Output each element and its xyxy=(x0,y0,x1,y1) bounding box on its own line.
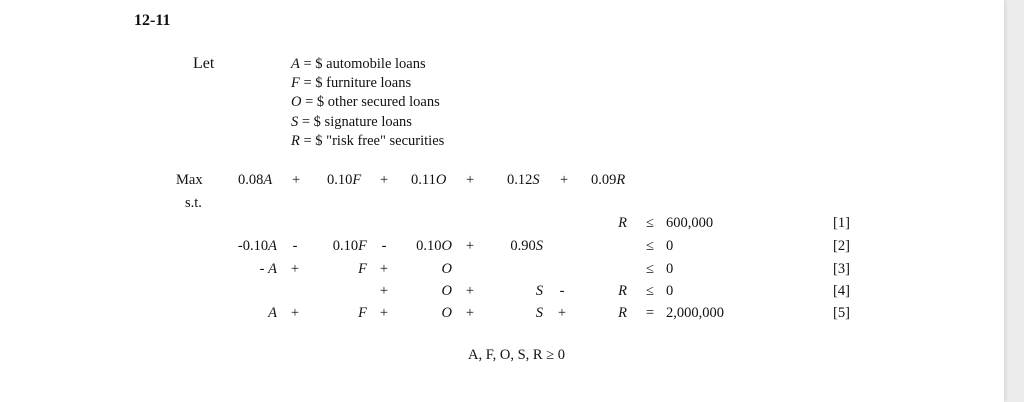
constraint-2-A: -0.10A xyxy=(237,238,277,254)
objective-term-r: 0.09R xyxy=(591,172,626,188)
constraint-5-O: O xyxy=(441,305,452,321)
definition-s: S = $ signature loans xyxy=(291,114,412,130)
constraint-4-R: R xyxy=(618,283,627,299)
constraint-5-op1: + xyxy=(290,305,300,321)
constraint-3-O: O xyxy=(441,261,452,277)
objective-term-a: 0.08A xyxy=(238,172,273,188)
constraint-5-op3: + xyxy=(465,305,475,321)
constraint-2-O: 0.10O xyxy=(416,238,452,254)
constraint-3-F: F xyxy=(358,261,367,277)
constraint-4-op3: + xyxy=(465,283,475,299)
constraint-1-rel: ≤ xyxy=(646,215,654,231)
constraint-4-rhs: 0 xyxy=(666,283,674,299)
problem-number: 12-11 xyxy=(134,12,171,29)
constraint-5-op4: + xyxy=(557,305,567,321)
objective-term-f: 0.10F xyxy=(327,172,362,188)
objective-plus: + xyxy=(466,172,475,188)
constraint-1-rhs: 600,000 xyxy=(666,215,714,231)
constraint-1-tag: [1] xyxy=(833,215,850,231)
constraint-4-S: S xyxy=(535,283,543,299)
constraint-5-F: F xyxy=(358,305,367,321)
definition-o: O = $ other secured loans xyxy=(291,94,440,110)
constraint-3-tag: [3] xyxy=(833,261,850,277)
nonnegativity-constraint: A, F, O, S, R ≥ 0 xyxy=(468,347,566,363)
objective-term-o: 0.11O xyxy=(411,172,447,188)
definition-a: A = $ automobile loans xyxy=(291,56,426,72)
subject-to-label: s.t. xyxy=(185,195,202,211)
constraint-4-op4: - xyxy=(559,283,565,299)
constraint-2-op3: + xyxy=(465,238,475,254)
constraint-3-op2: + xyxy=(379,261,389,277)
constraint-4-O: O xyxy=(441,283,452,299)
max-label: Max xyxy=(176,172,203,188)
constraint-3-rel: ≤ xyxy=(646,261,654,277)
constraint-5-op2: + xyxy=(379,305,389,321)
constraint-1-R: R xyxy=(618,215,627,231)
objective-term-s: 0.12S xyxy=(507,172,540,188)
let-label: Let xyxy=(193,55,215,72)
constraint-5-A: A xyxy=(268,305,277,321)
definition-f: F = $ furniture loans xyxy=(291,75,412,91)
constraint-2-rhs: 0 xyxy=(666,238,674,254)
objective-plus: + xyxy=(380,172,389,188)
constraint-5-rhs: 2,000,000 xyxy=(666,305,724,321)
constraint-5-S: S xyxy=(535,305,543,321)
constraint-2-F: 0.10F xyxy=(332,238,367,254)
constraint-2-rel: ≤ xyxy=(646,238,654,254)
constraint-5-R: R xyxy=(618,305,627,321)
constraint-5-rel: = xyxy=(645,305,655,321)
constraint-4-tag: [4] xyxy=(833,283,850,299)
objective-plus: + xyxy=(560,172,569,188)
constraint-2-op2: - xyxy=(381,238,387,254)
constraint-3-op1: + xyxy=(290,261,300,277)
constraint-4-rel: ≤ xyxy=(646,283,654,299)
constraint-3-A: - A xyxy=(259,261,277,277)
definition-r: R = $ "risk free" securities xyxy=(291,133,445,149)
constraint-4-op2: + xyxy=(379,283,389,299)
constraint-2-S: 0.90S xyxy=(510,238,543,254)
constraint-3-rhs: 0 xyxy=(666,261,674,277)
constraint-2-tag: [2] xyxy=(833,238,850,254)
constraint-2-op1: - xyxy=(292,238,298,254)
objective-plus: + xyxy=(292,172,301,188)
constraint-5-tag: [5] xyxy=(833,305,850,321)
